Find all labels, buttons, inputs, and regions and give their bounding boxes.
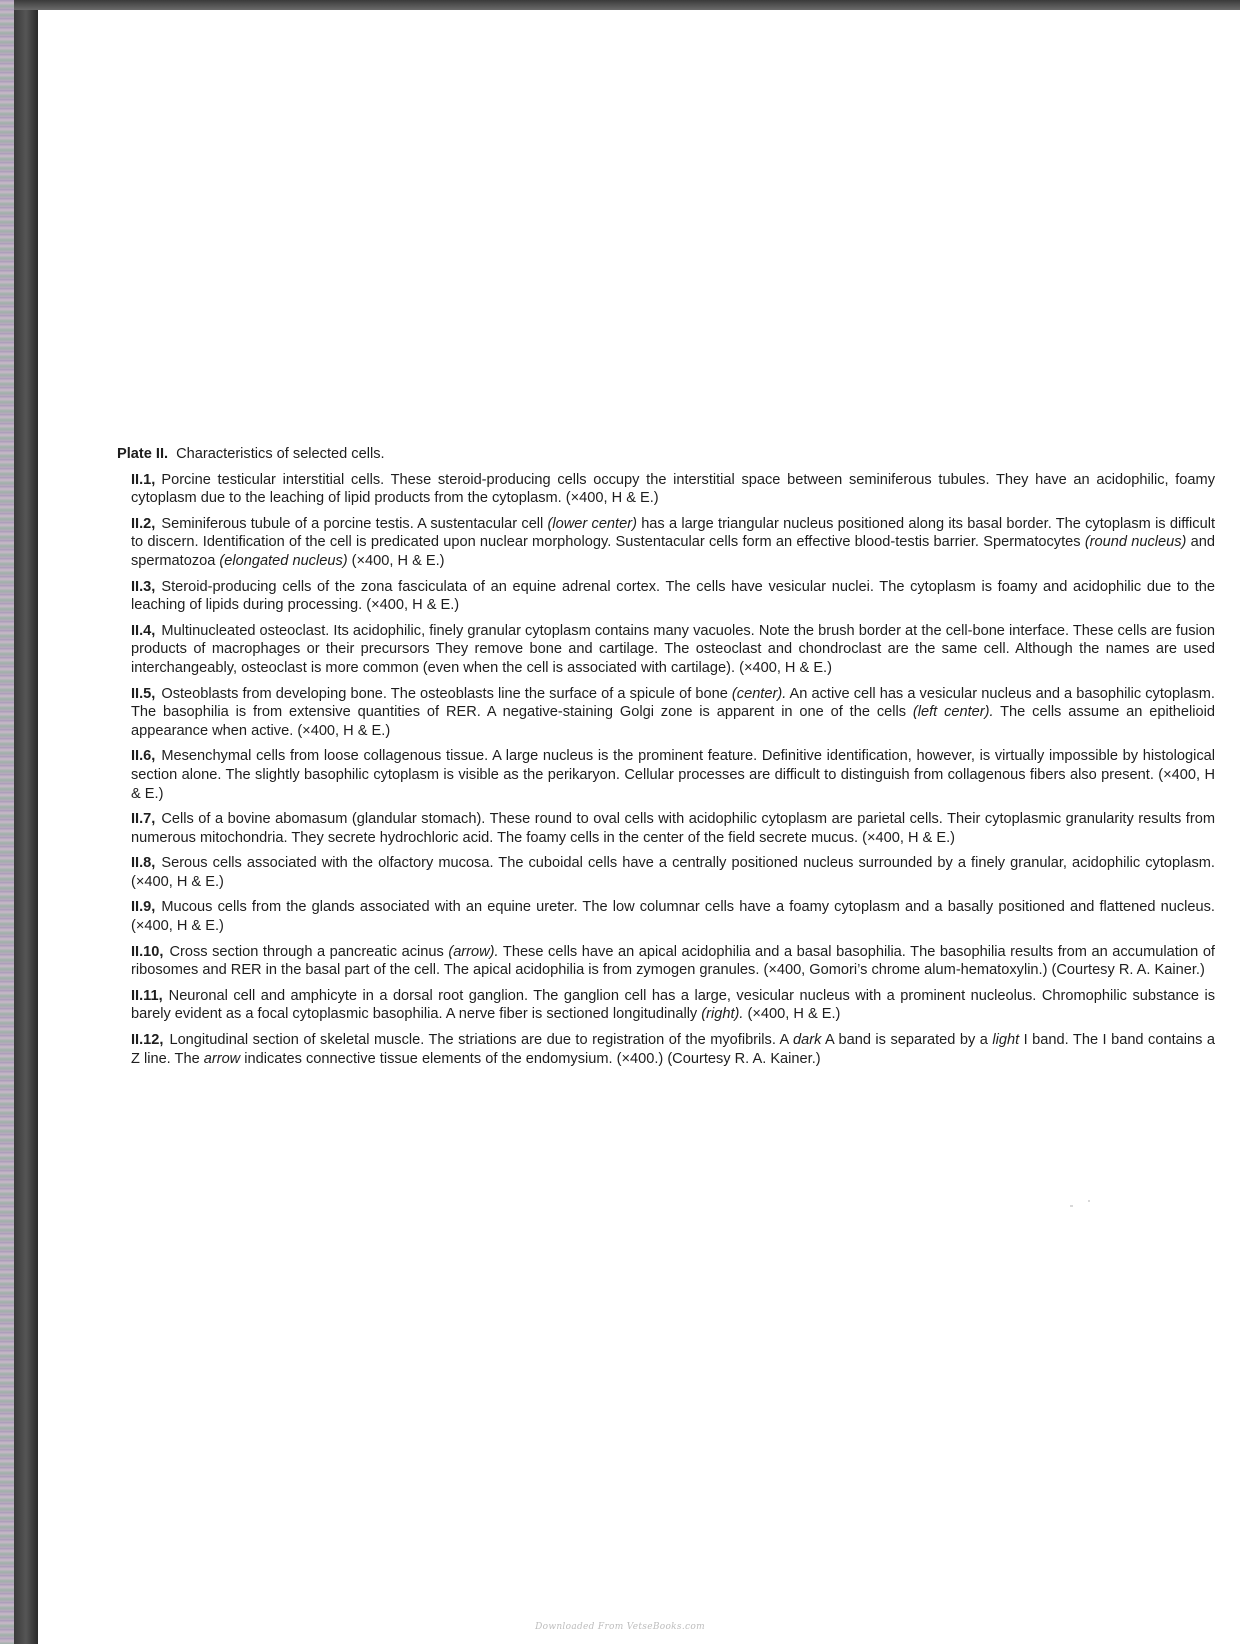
caption-number: II.9, bbox=[131, 899, 156, 916]
caption-text: Steroid-producing cells of the zona fasciculata of an equine adrenal cortex. The cells have vesicular nuclei. The cytoplasm is foamy and acidophilic due to the leaching of lipids during processing. (×400, H & E.) bbox=[131, 578, 1215, 614]
caption-text: and spermatozoa bbox=[131, 534, 1216, 569]
caption-text: The cells assume an epithelioid appearance when active. (×400, H & E.) bbox=[131, 704, 1216, 739]
plate-captions bbox=[117, 445, 1215, 1075]
caption-text: Mesenchymal cells from loose collagenous tissue. A large nucleus is the prominent feature. Definitive identification, however, is virtually impossible by histological section alone. The slightly basophilic cytoplasm is visible as the perikaryon. Cellular processes are difficult to distinguish from collagenous fibers also present. (×400, H & E.) bbox=[131, 748, 1215, 802]
caption-list bbox=[117, 471, 1215, 1069]
caption-text: (×400, H & E.) bbox=[347, 552, 445, 569]
top-cover-edge bbox=[14, 0, 1240, 10]
caption-text: Osteoblasts from developing bone. The osteoblasts line the surface of a spicule of bone bbox=[161, 685, 732, 702]
caption-number: II.1, bbox=[131, 471, 156, 488]
caption-text: Mucous cells from the glands associated with an equine ureter. The low columnar cells have a foamy cytoplasm and a basally positioned and flattened nucleus. (×400, H & E.) bbox=[131, 899, 1215, 935]
caption-number: II.11, bbox=[131, 987, 163, 1004]
caption-text: I band. The I band contains a Z line. The bbox=[131, 1032, 1215, 1067]
caption-italic-text: (left center). bbox=[912, 704, 994, 721]
caption-italic-text: (center). bbox=[731, 685, 787, 702]
caption-italic-text: (elongated nucleus) bbox=[219, 552, 348, 569]
caption-8 bbox=[117, 854, 1215, 891]
caption-italic-text: arrow bbox=[203, 1050, 241, 1067]
caption-11 bbox=[117, 987, 1215, 1024]
caption-number: II.2, bbox=[131, 515, 156, 532]
caption-1 bbox=[117, 471, 1215, 508]
caption-text: (×400, H & E.) bbox=[743, 1006, 841, 1023]
caption-text: Cross section through a pancreatic acinus bbox=[169, 943, 449, 960]
caption-text: Cells of a bovine abomasum (glandular stomach). These round to oval cells with acidophilic cytoplasm are parietal cells. Their cytoplasmic granularity results from numerous mitochondria. They secrete hydrochloric acid. The foamy cells in the center of the field secrete mucus. (×400, H & E.) bbox=[131, 811, 1215, 846]
caption-text: Serous cells associated with the olfactory mucosa. The cuboidal cells have a centrally positioned nucleus surrounded by a finely granular, acidophilic cytoplasm. (×400, H & E.) bbox=[131, 855, 1215, 890]
caption-number: II.12, bbox=[131, 1032, 164, 1049]
plate-label: Plate II. bbox=[117, 446, 169, 462]
caption-7 bbox=[117, 810, 1215, 847]
caption-italic-text: (lower center) bbox=[547, 515, 637, 532]
caption-text: Multinucleated osteoclast. Its acidophilic, finely granular cytoplasm contains many vacuoles. Note the brush border at the cell-bone interface. These cells are fusion products of macrophages or their precursors They remove bone and cartilage. The osteoclast and chondroclast are the same cell. Although the names are used interchangeably, osteoclast is more common (even when the cell is associated with cartilage). (×400, H & E.) bbox=[131, 622, 1215, 676]
caption-3 bbox=[117, 578, 1215, 615]
caption-9 bbox=[117, 898, 1215, 935]
download-watermark: Downloaded From VetseBooks.com bbox=[535, 1622, 705, 1632]
caption-10 bbox=[117, 943, 1215, 980]
caption-text: Longitudinal section of skeletal muscle. The striations are due to registration of the myofibrils. A bbox=[169, 1032, 793, 1049]
caption-number: II.5, bbox=[131, 685, 156, 702]
caption-italic-text: (round nucleus) bbox=[1084, 534, 1187, 551]
caption-text: A band is separated by a bbox=[821, 1032, 993, 1049]
caption-number: II.7, bbox=[131, 811, 156, 828]
scan-speck bbox=[1070, 1205, 1073, 1207]
caption-number: II.10, bbox=[131, 943, 164, 960]
caption-text: Porcine testicular interstitial cells. These steroid-producing cells occupy the interstitial space between seminiferous tubules. They have an acidophilic, foamy cytoplasm due to the leaching of lipid products from the cytoplasm. (×400, H & E.) bbox=[131, 471, 1215, 507]
plate-heading bbox=[117, 445, 1215, 464]
caption-6 bbox=[117, 747, 1215, 803]
cover-edge bbox=[14, 0, 38, 1644]
caption-italic-text: light bbox=[992, 1032, 1020, 1049]
caption-text: Seminiferous tubule of a porcine testis. A sustentacular cell bbox=[161, 515, 548, 532]
plate-title: Characteristics of selected cells. bbox=[176, 446, 385, 462]
caption-number: II.4, bbox=[131, 622, 156, 639]
caption-italic-text: dark bbox=[792, 1032, 822, 1049]
caption-4 bbox=[117, 622, 1215, 678]
caption-text: These cells have an apical acidophilia and a basal basophilia. The basophilia results from an accumulation of ribosomes and RER in the basal part of the cell. The apical acidophilia is from zymogen granules. (×400, Gomori’s chrome alum-hematoxylin.) (Courtesy R. A. Kainer.) bbox=[131, 943, 1215, 979]
caption-text: Neuronal cell and amphicyte in a dorsal root ganglion. The ganglion cell has a large, vesicular nucleus with a prominent nucleolus. Chromophilic substance is barely evident as a focal cytoplasmic basophilia. A nerve fiber is sectioned longitudinally bbox=[131, 987, 1215, 1023]
caption-12 bbox=[117, 1031, 1215, 1068]
caption-5 bbox=[117, 685, 1215, 741]
caption-number: II.6, bbox=[131, 748, 156, 765]
caption-number: II.8, bbox=[131, 855, 156, 872]
caption-2 bbox=[117, 515, 1215, 571]
caption-italic-text: (arrow). bbox=[448, 943, 499, 960]
caption-number: II.3, bbox=[131, 578, 156, 595]
caption-text: An active cell has a vesicular nucleus and a basophilic cytoplasm. The basophilia is from extensive quantities of RER. A negative-staining Golgi zone is apparent in one of the cells bbox=[131, 685, 1215, 721]
caption-text: indicates connective tissue elements of the endomysium. (×400.) (Courtesy R. A. Kainer.) bbox=[240, 1050, 821, 1067]
scan-speck bbox=[1088, 1200, 1090, 1202]
caption-italic-text: (right). bbox=[701, 1006, 744, 1023]
caption-text: has a large triangular nucleus positioned along its basal border. The cytoplasm is difficult to discern. Identification of the cell is predicated upon nuclear morphology. Sustentacular cells form an effective blood-testis barrier. Spermatocytes bbox=[131, 515, 1216, 551]
